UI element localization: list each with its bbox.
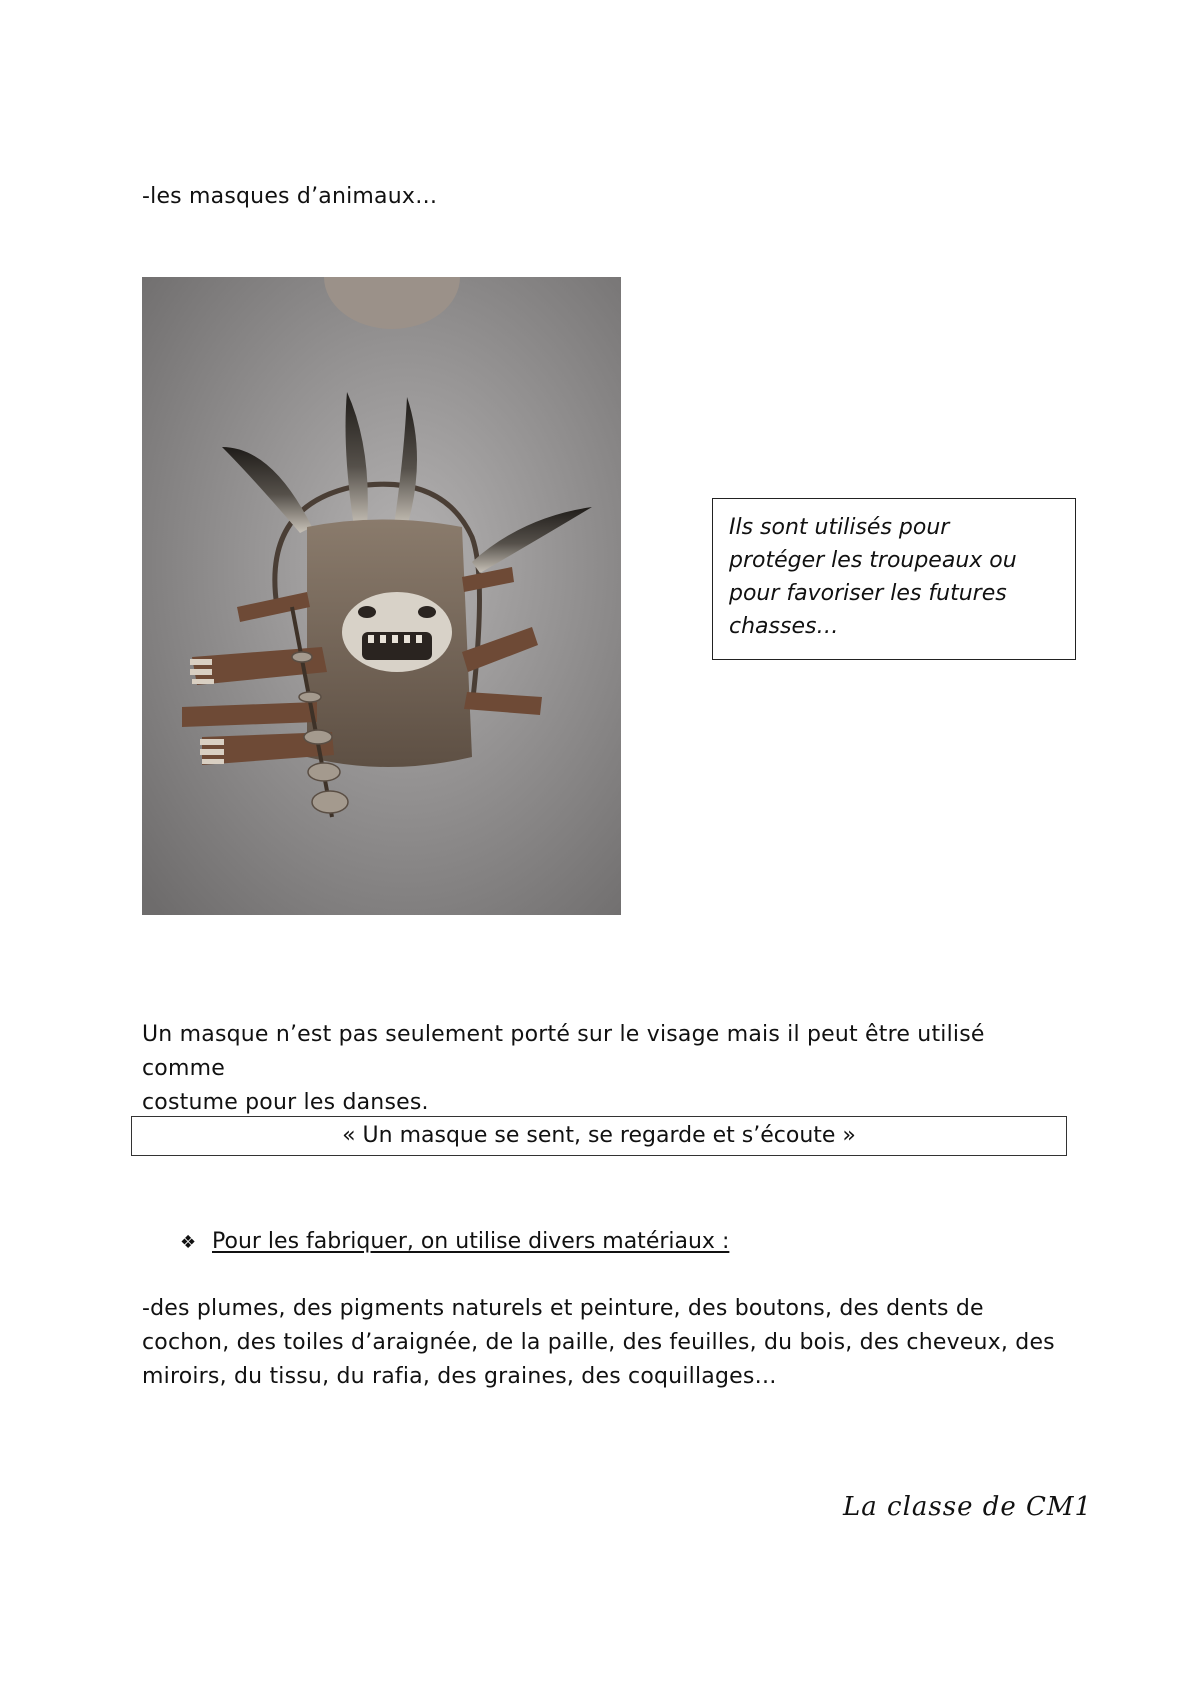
materials-heading-row (180, 1225, 729, 1260)
callout-line: protéger les troupeaux ou (729, 548, 1017, 573)
animal-mask-photo (142, 277, 621, 915)
callout-line: chasses… (729, 614, 839, 639)
quote-text: « Un masque se sent, se regarde et s’écoute » (342, 1123, 856, 1148)
callout-line: pour favoriser les futures (729, 581, 1007, 606)
signature: La classe de CM1 (843, 1492, 1093, 1522)
callout-box (712, 498, 1076, 660)
paragraph-mask-costume (142, 1018, 1072, 1120)
paragraph-line: Un masque n’est pas seulement porté sur le visage mais il peut être utilisé comme (142, 1022, 985, 1081)
paragraph-line: miroirs, du tissu, du rafia, des graines, des coquillages… (142, 1364, 777, 1389)
callout-line: Ils sont utilisés pour (729, 515, 950, 540)
quote-box (131, 1116, 1067, 1156)
paragraph-line: costume pour les danses. (142, 1090, 429, 1115)
section-heading-animal-masks: -les masques d’animaux… (142, 184, 438, 209)
diamond-cross-icon: ❖ (180, 1232, 197, 1253)
paragraph-line: -des plumes, des pigments naturels et peinture, des boutons, des dents de (142, 1296, 984, 1321)
paragraph-line: cochon, des toiles d’araignée, de la paille, des feuilles, du bois, des cheveux, des (142, 1330, 1055, 1355)
materials-heading: Pour les fabriquer, on utilise divers matériaux : (212, 1229, 730, 1254)
paragraph-materials-list (142, 1292, 1082, 1394)
